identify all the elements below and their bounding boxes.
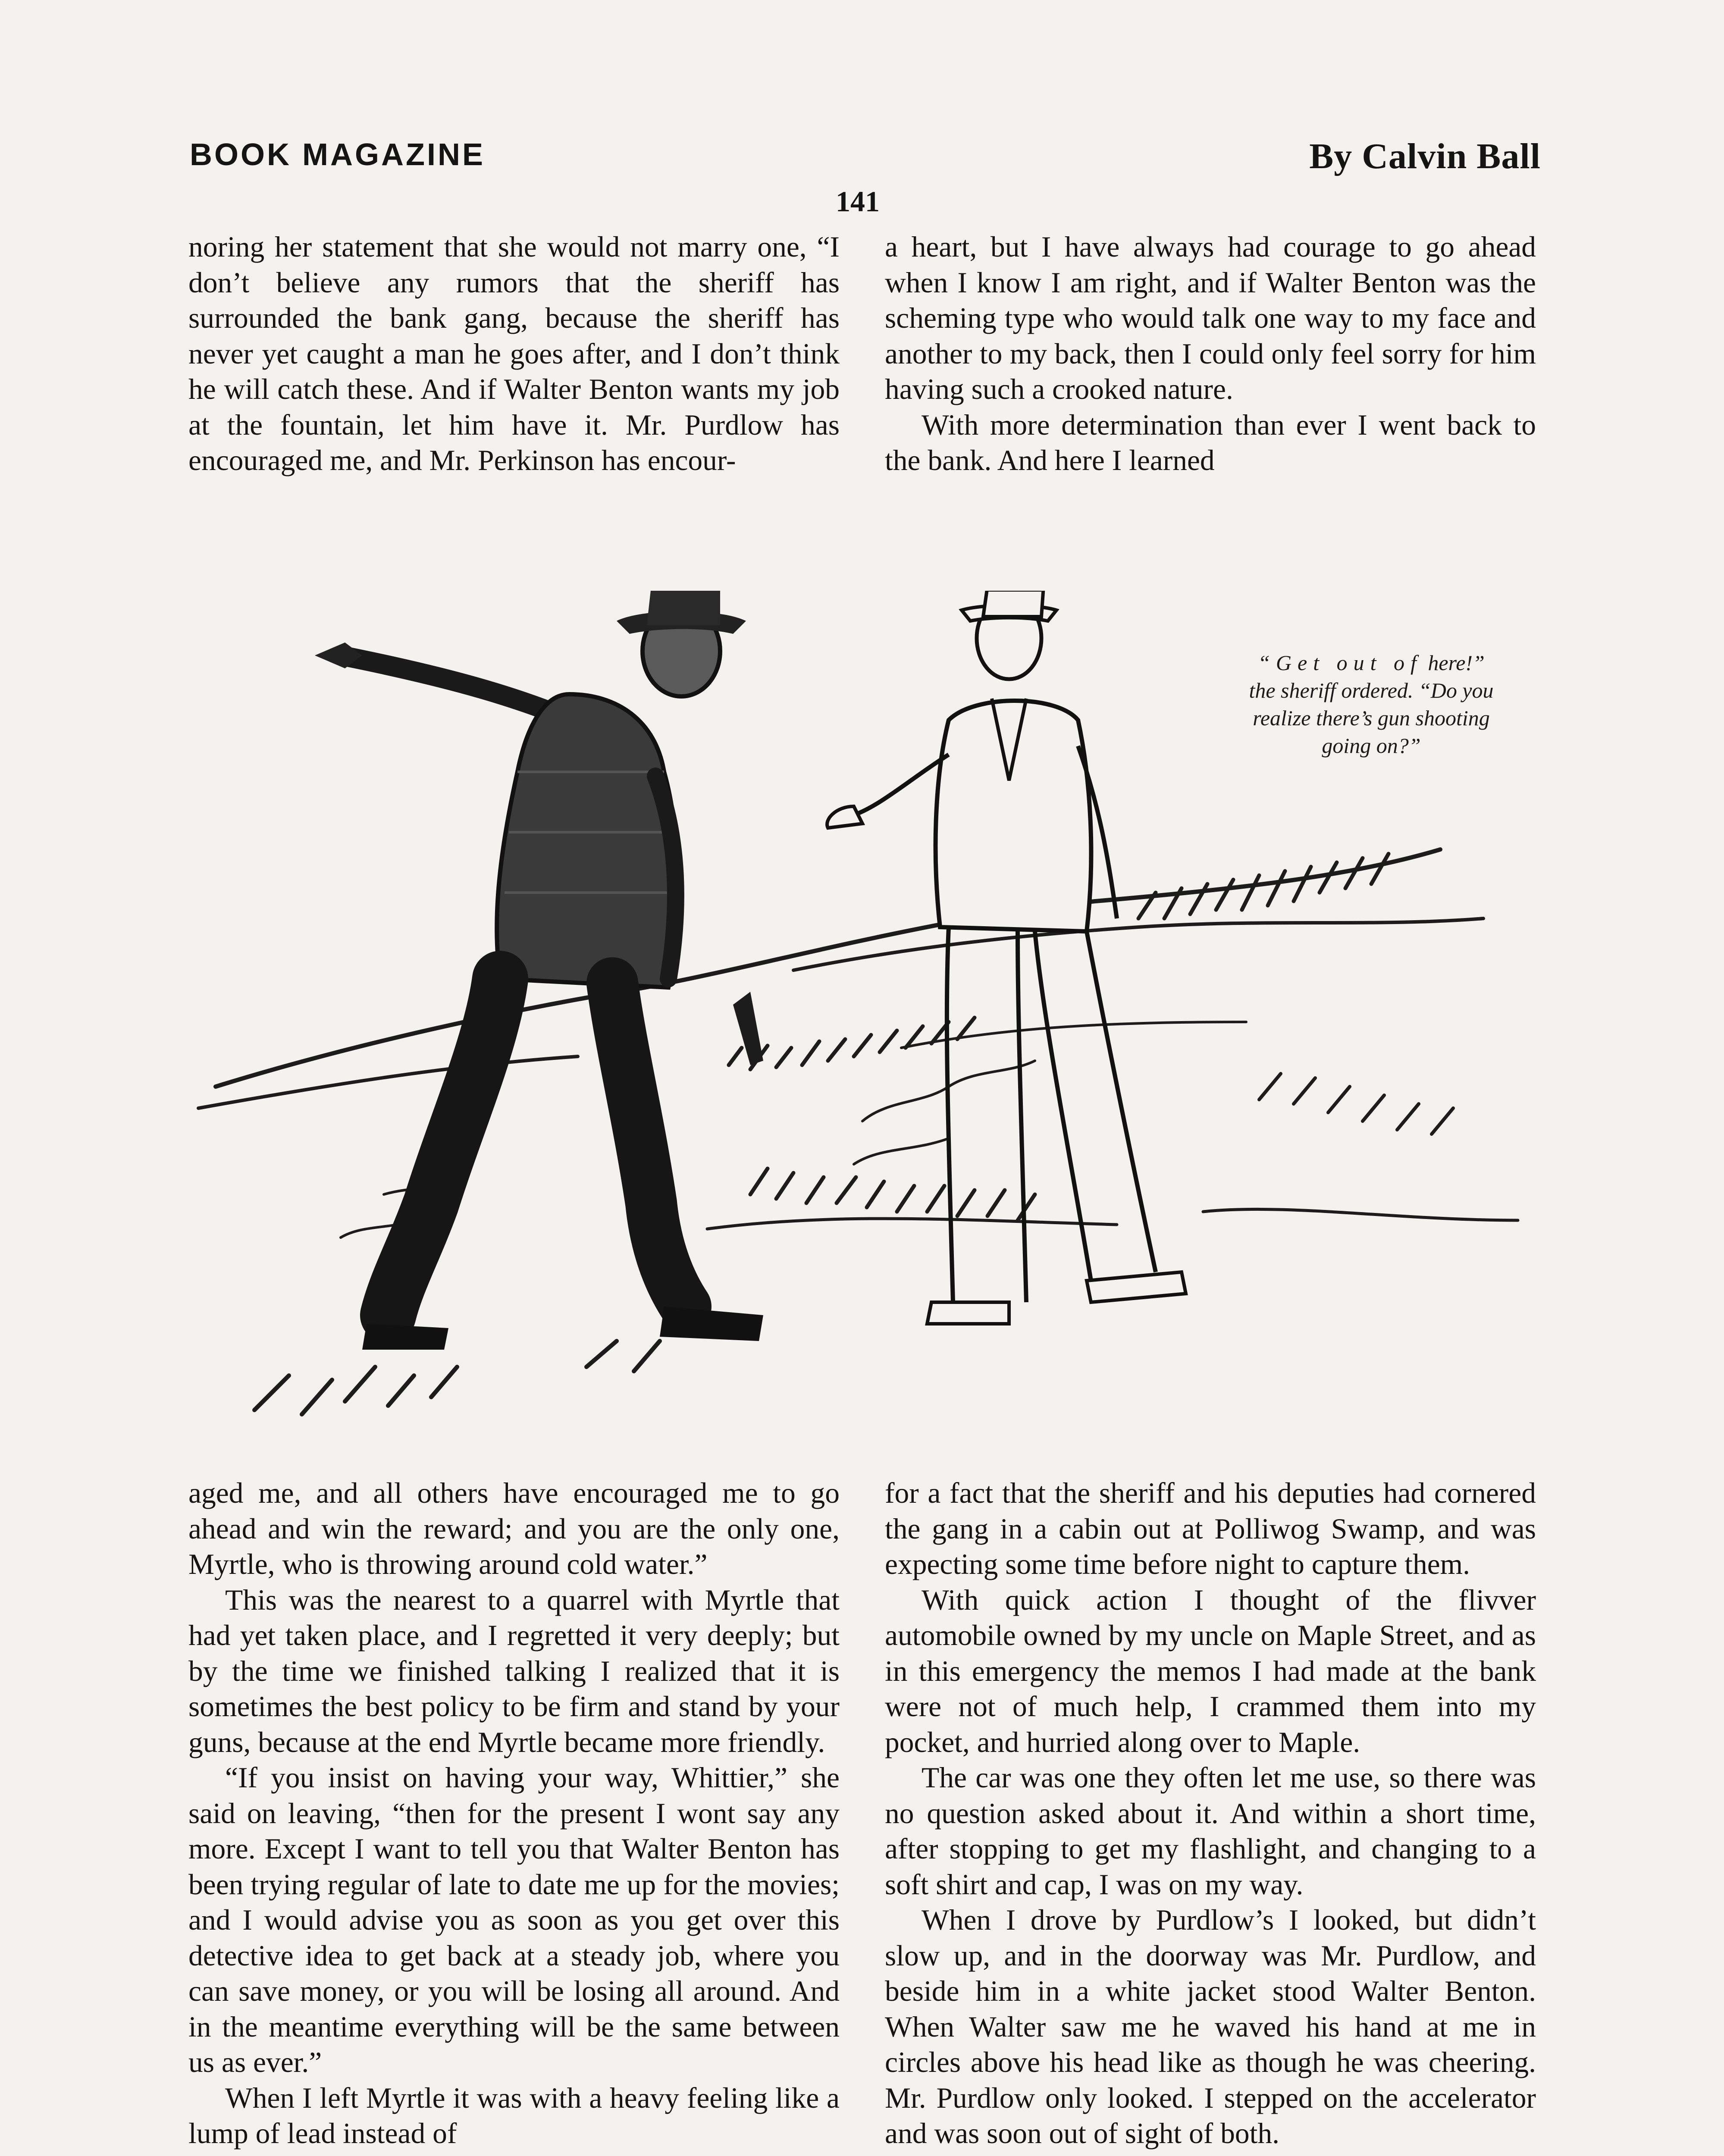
paragraph: The car was one they often let me use, so there was no question asked about it. And within a short time, after stopping to get my flashlight, and changing to a soft shirt and cap, I was on my way. [885,1761,1536,1901]
running-header-title: BOOK MAGAZINE [190,138,485,172]
paragraph: a heart, but I have always had courage to go ahead when I know I am right, and if Walter Benton was the scheming type who would talk one way to my face and another to my back, then I could only feel sorry for him having such a crooked nature. [885,231,1536,405]
paragraph: noring her statement that she would not marry one, “I don’t believe any rumors that the sheriff has surrounded the bank gang, because the sheriff has never yet caught a man he goes after, and I don’t think he will catch these. And if Walter Benton wants my job at the fountain, let him have it. Mr. Purdlow has encouraged me, and Mr. Perkinson has encour- [188,231,840,476]
paragraph: When I left Myrtle it was with a heavy feeling like a lump of lead instead of [188,2081,840,2150]
paragraph: for a fact that the sheriff and his deputies had cornered the gang in a cabin out at Polliwog Swamp, and was expecting some time before night to capture them. [885,1477,1536,1580]
column-right-bottom [885,1476,1536,2152]
sheriff-figure [315,591,763,1350]
column-left-bottom [188,1476,840,2152]
paragraph: “If you insist on having your way, Whittier,” she said on leaving, “then for the present I wont say any more. Except I want to tell you that Walter Benton has been trying regular of late to date me up for the movies; and I would advise you as soon as you get over this detective idea to get back at a steady job, where you can save money, or you will be losing all around. And in the meantime everything will be the same between us as ever.” [188,1761,840,2078]
paragraph: With more determination than ever I went back to the bank. And here I learned [885,408,1536,476]
caption-text: here!” the sheriff ordered. “Do you realize there’s gun shooting going on?” [1249,651,1494,758]
caption-first-line: “Get out of [1258,651,1423,675]
page-number: 141 [836,185,880,218]
paragraph: When I drove by Purdlow’s I looked, but didn’t slow up, and in the doorway was Mr. Purdlow, and beside him in a white jacket stood Walter Benton. When Walter saw me he waved his hand at me in circles above his head like as though he was cheering. Mr. Purdlow only looked. I stepped on the accelerator and was soon out of sight of both. [885,1904,1536,2150]
column-left-top [188,229,840,479]
paragraph: With quick action I thought of the flivver automobile owned by my uncle on Maple Street, and as in this emergency the memos I had made at the bank were not of much help, I crammed them into my pocket, and hurried along over to Maple. [885,1583,1536,1758]
paragraph: This was the nearest to a quarrel with Myrtle that had yet taken place, and I regretted it very deeply; but by the time we finished talking I realized that it is sometimes the best policy to be firm and stand by your guns, because at the end Myrtle became more friendly. [188,1583,840,1758]
young-man-figure [827,591,1186,1324]
illustration-caption [1248,649,1494,759]
column-right-top [885,229,1536,479]
running-header-author: By Calvin Ball [1309,136,1541,176]
paragraph: aged me, and all others have encouraged me to go ahead and win the reward; and you are the only one, Myrtle, who is throwing around cold water.” [188,1477,840,1580]
